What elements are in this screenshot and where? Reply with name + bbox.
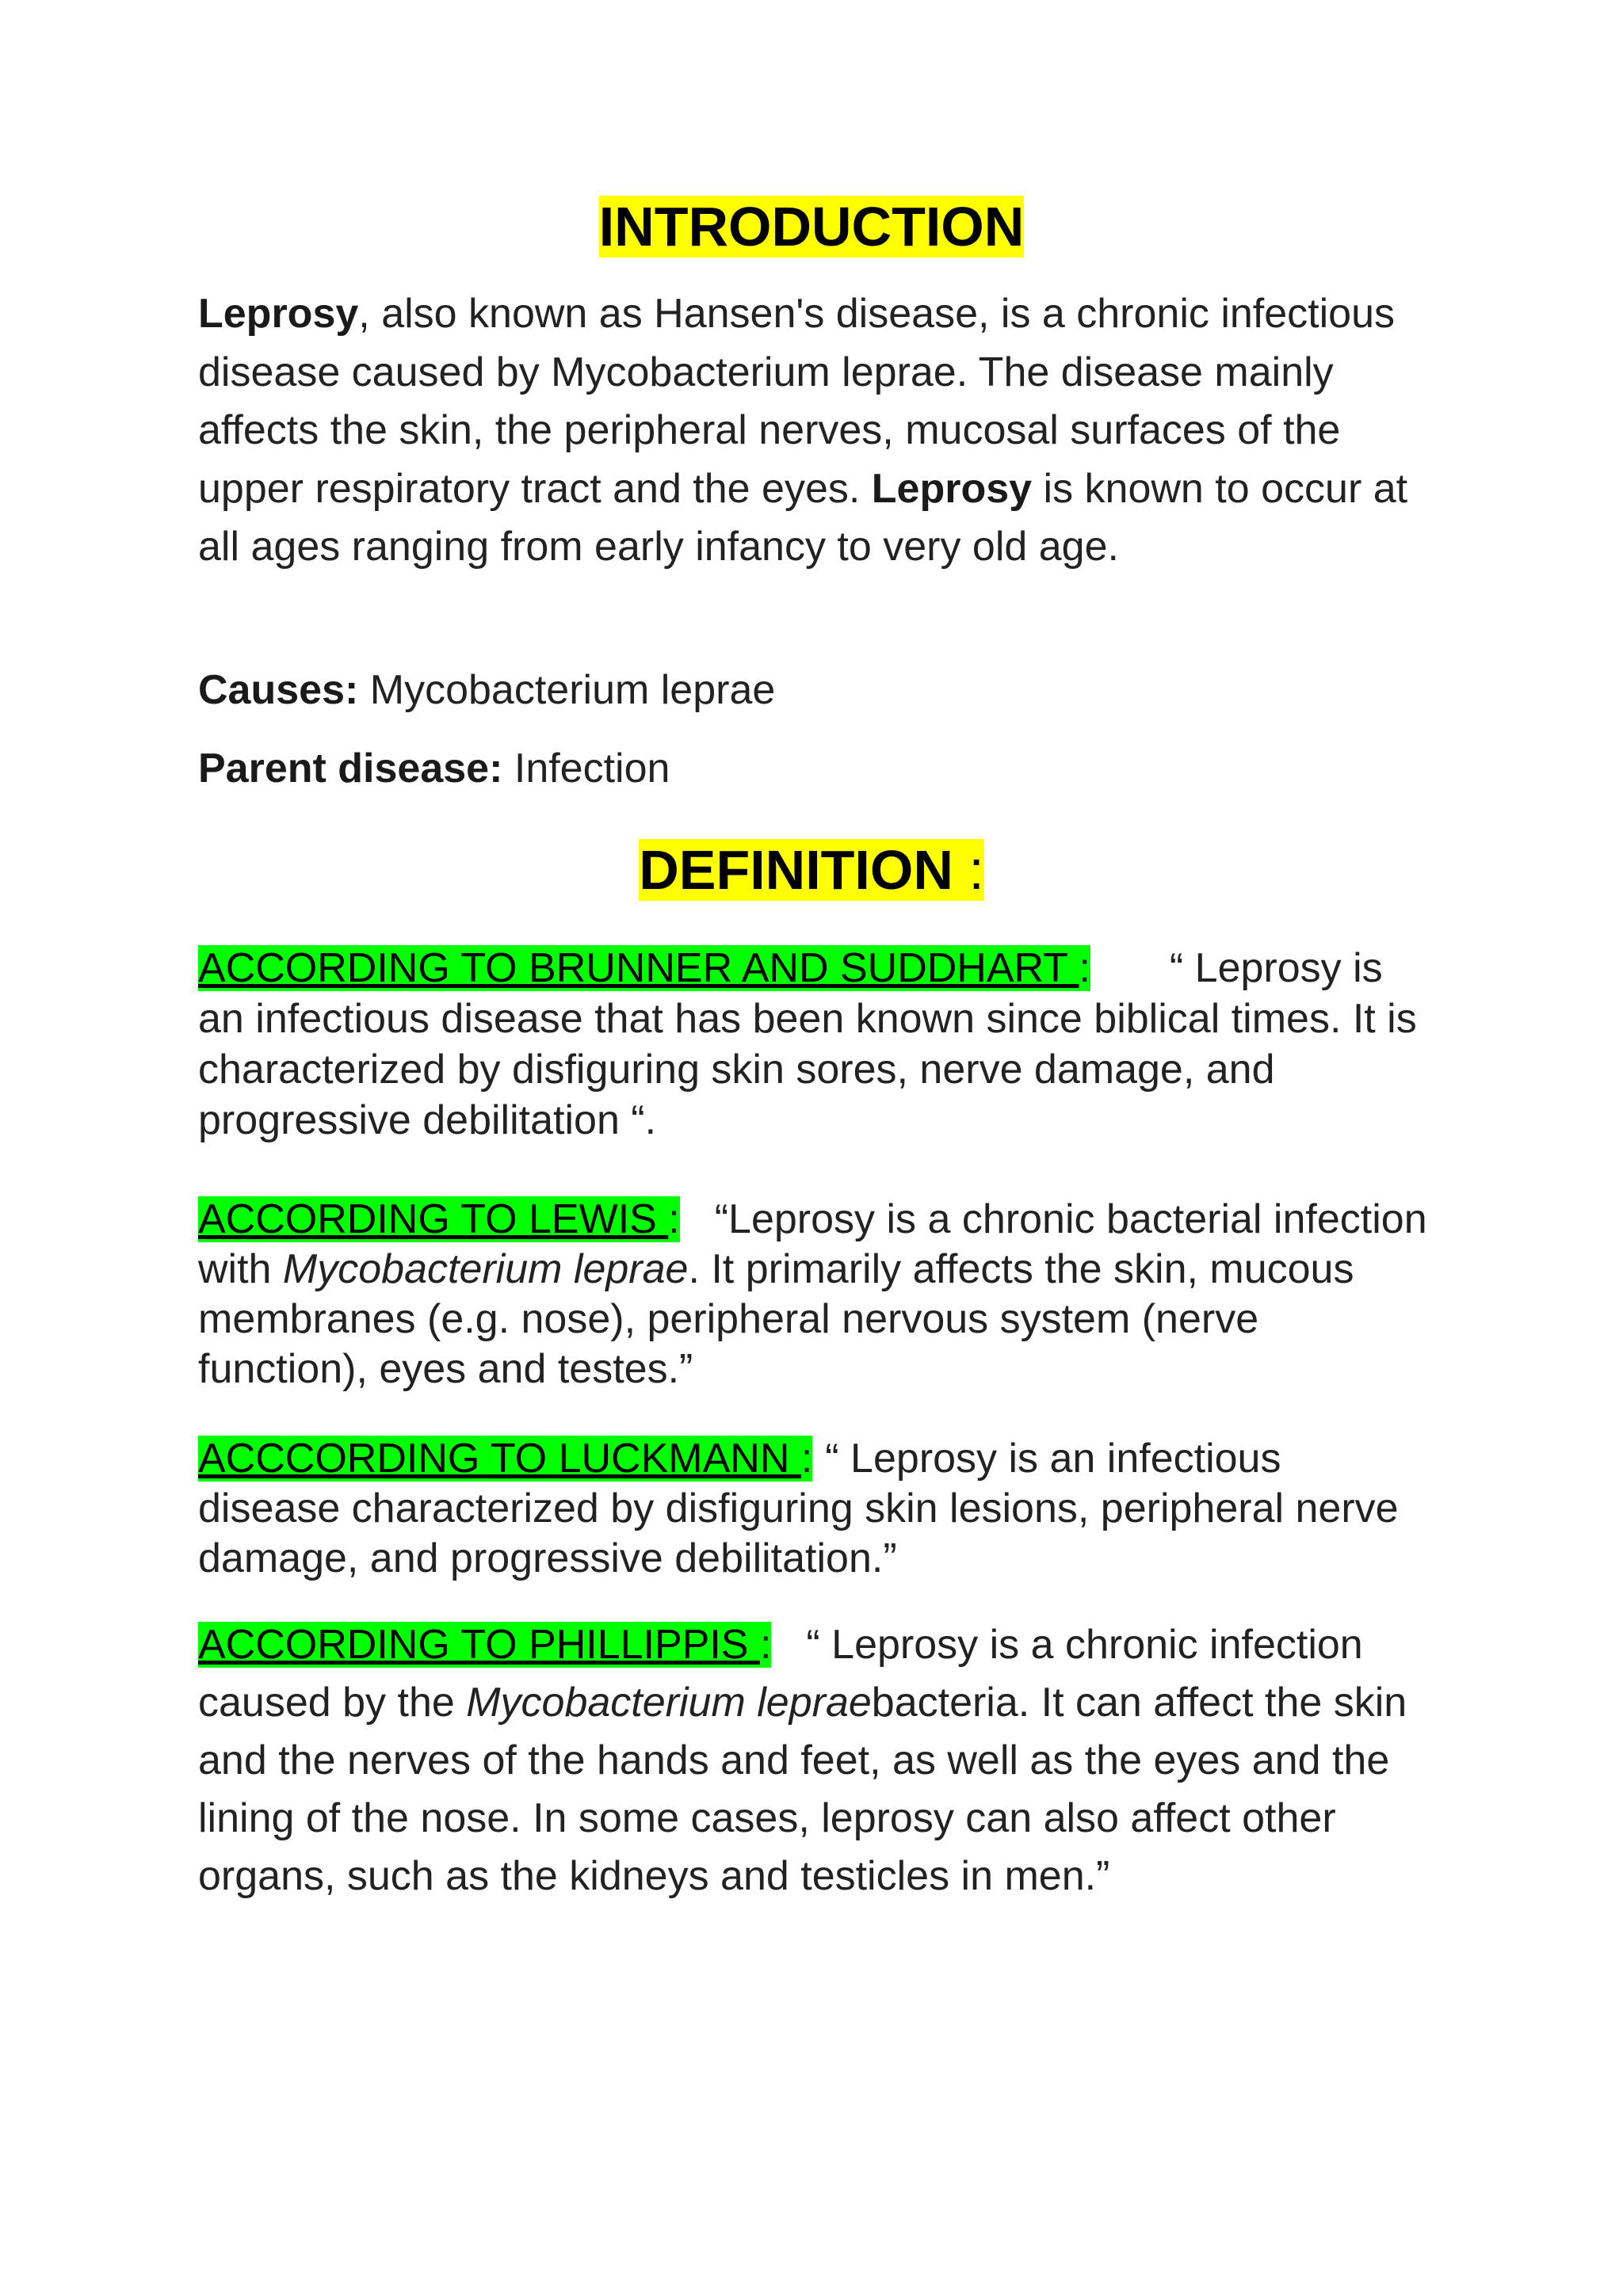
definition-lewis [198,1195,1434,1394]
source-brunner-colon: : [1079,945,1090,991]
source-brunner: ACCORDING TO BRUNNER AND SUDDHART [198,945,1079,991]
definition-brunner [198,943,1434,1146]
causes-value: Mycobacterium leprae [358,667,776,713]
causes-line [198,662,1434,718]
term-leprosy: Leprosy [198,291,359,337]
source-lewis: ACCORDING TO LEWIS [198,1196,669,1242]
parent-disease-line [198,741,1434,796]
definition-phillippis-italic: Mycobacterium leprae [466,1680,872,1726]
definition-phillippis-text-b: bacteria. It can affect the skin and the nerves of the hands and feet, as well as the eyes and the lining of the nose. In some cases, leprosy can also affect other organs, such as the kidneys and testicles in men.” [198,1680,1407,1899]
source-phillippis-colon: : [759,1622,772,1668]
definition-heading-label: DEFINITION [639,839,969,901]
introduction-heading [0,195,1623,258]
intro-text-1: , also known as Hansen's disease, is a chronic infectious disease caused by Mycobacterium leprae. The disease mainly affects the skin, the peripheral nerves, mucosal surfaces of the upper respiratory tract and the eyes. [198,291,1396,512]
term-leprosy-2: Leprosy [871,465,1033,512]
introduction-paragraph [198,285,1434,577]
source-phillippis: ACCORDING TO PHILLIPPIS [198,1622,760,1668]
source-luckmann: ACCCORDING TO LUCKMANN [198,1436,801,1482]
causes-label: Causes: [198,667,359,713]
definition-lewis-text-b: . It primarily affects the skin, mucous membranes (e.g. nose), peripheral nervous system (nerve function), eyes and testes.” [198,1246,1354,1392]
parent-disease-label: Parent disease: [198,746,503,791]
definition-brunner-text: “ Leprosy is an infectious disease that has been known since biblical times. It is characterized by disfiguring skin sores, nerve damage, and progressive debilitation “. [198,945,1417,1143]
definition-heading [0,838,1623,902]
definition-heading-colon: : [968,839,984,901]
definition-heading-text [639,839,984,901]
definition-lewis-italic: Mycobacterium leprae [282,1246,689,1292]
introduction-heading-text: INTRODUCTION [598,196,1025,257]
parent-disease-value: Infection [502,746,670,791]
source-lewis-colon: : [668,1196,680,1242]
definition-phillippis [198,1616,1434,1905]
definition-lewis-text-a: “Leprosy is a chronic bacterial infection with [198,1196,1427,1292]
definition-phillippis-text-a: “ Leprosy is a chronic infection caused by the [198,1622,1363,1726]
definition-luckmann [198,1434,1434,1584]
definition-luckmann-text: “ Leprosy is an infectious disease characterized by disfiguring skin lesions, peripheral nerve damage, and progressive debilitation.” [198,1436,1399,1581]
intro-text-2: is known to occur at all ages ranging from early infancy to very old age. [198,465,1408,570]
source-luckmann-colon: : [800,1436,813,1482]
